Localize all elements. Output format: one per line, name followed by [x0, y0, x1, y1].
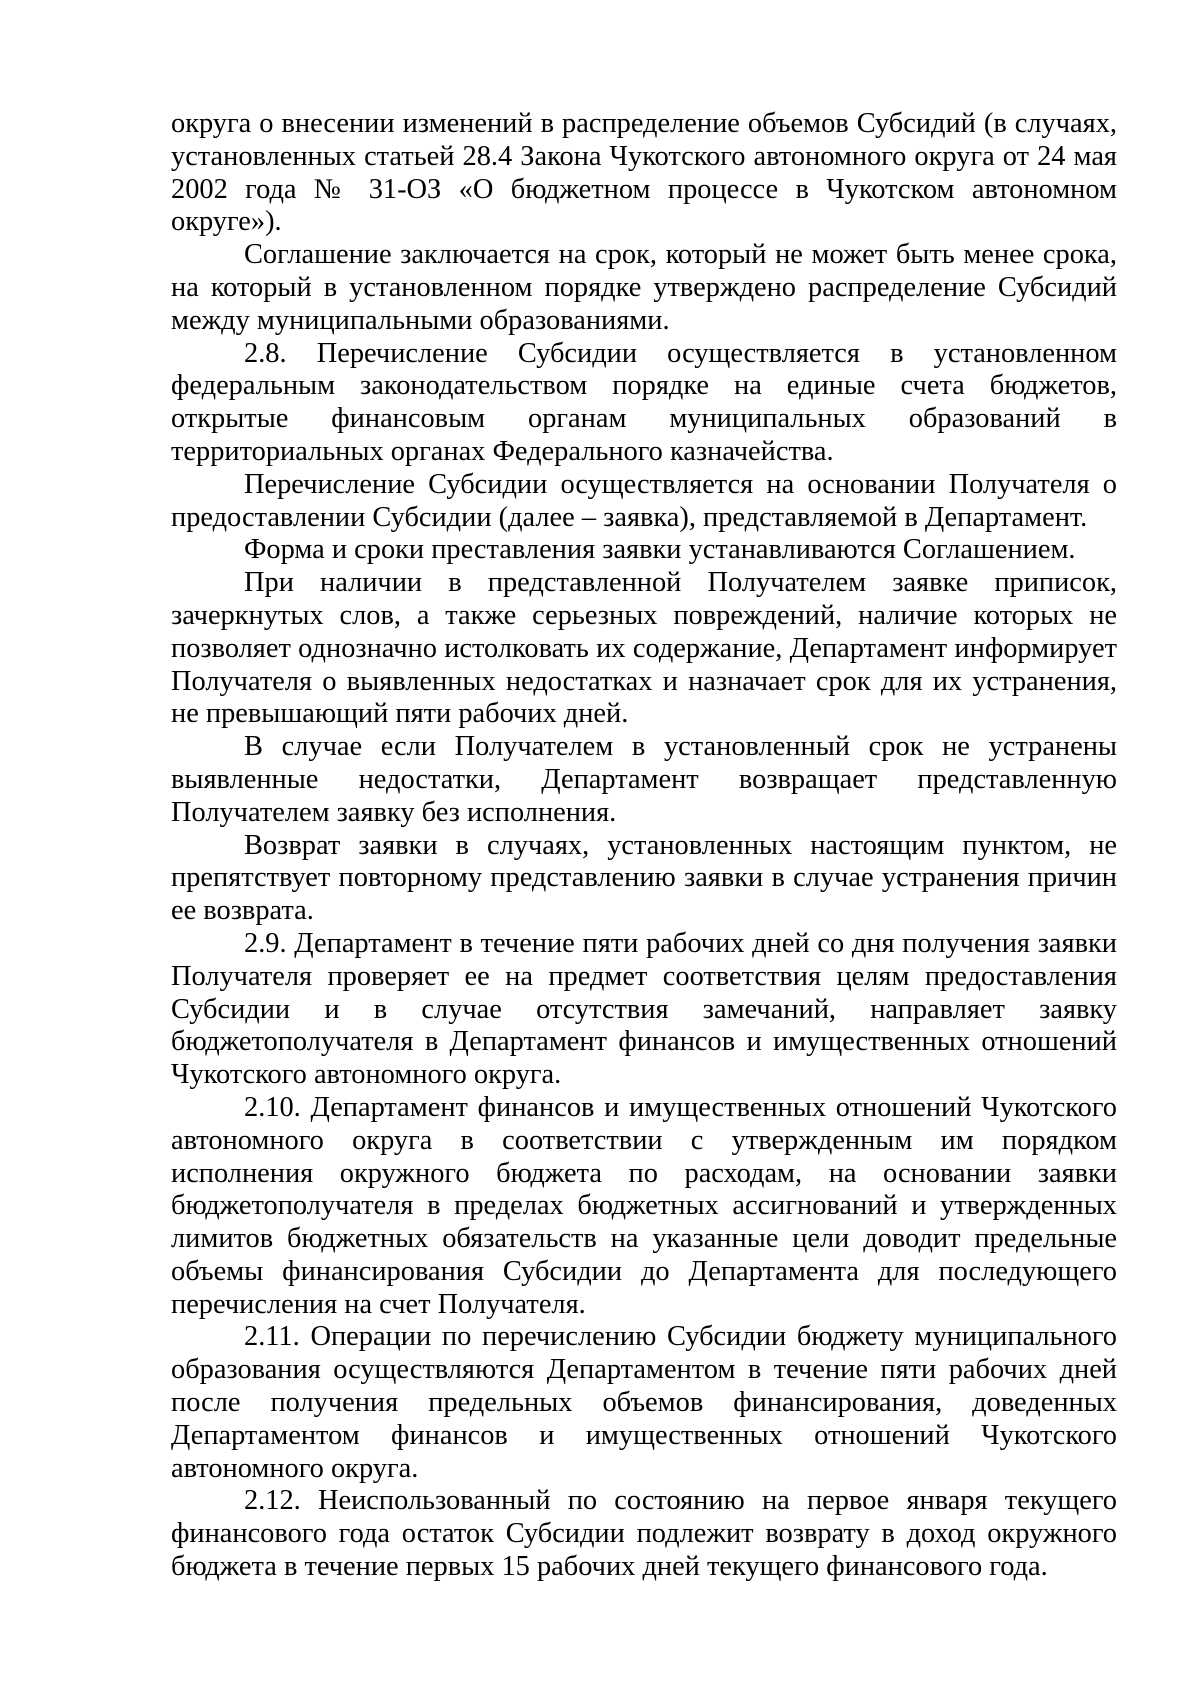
paragraph-2-11: 2.11. Операции по перечислению Субсидии бюджету муниципального образования осуществляются Департаментом в течение пяти рабочих дней после получения предельных объемов финансирования, доведенных Департаментом финансов и имущественных отношений Чукотского автономного округа.	[171, 1321, 1117, 1484]
paragraph-return: В случае если Получателем в установленный срок не устранены выявленные недостатки, Департамент возвращает представленную Получателем заявку без исполнения.	[171, 731, 1117, 828]
paragraph-corrections: При наличии в представленной Получателем заявке приписок, зачеркнутых слов, а также серьезных повреждений, наличие которых не позволяет однозначно истолковать их содержание, Департамент информирует Получателя о выявленных недостатках и назначает срок для их устранения, не превышающий пяти рабочих дней.	[171, 567, 1117, 730]
paragraph-transfer-basis: Перечисление Субсидии осуществляется на основании Получателя о предоставлении Субсидии (далее – заявка), представляемой в Департамент.	[171, 468, 1117, 533]
paragraph-2-10: 2.10. Департамент финансов и имущественных отношений Чукотского автономного округа в соответствии с утвержденным им порядком исполнения окружного бюджета по расходам, на основании заявки бюджетополучателя в пределах бюджетных ассигнований и утвержденных лимитов бюджетных обязательств на указанные цели доводит предельные объемы финансирования Субсидии до Департамента для последующего перечисления на счет Получателя.	[171, 1091, 1117, 1320]
paragraph-agreement-term: Соглашение заключается на срок, который не может быть менее срока, на который в установленном порядке утверждено распределение Субсидий между муниципальными образованиями.	[171, 239, 1117, 336]
document-page	[171, 108, 1117, 1584]
paragraph-resubmit: Возврат заявки в случаях, установленных настоящим пунктом, не препятствует повторному представлению заявки в случае устранения причин ее возврата.	[171, 829, 1117, 927]
paragraph-form-terms: Форма и сроки преставления заявки устанавливаются Соглашением.	[244, 534, 1076, 566]
paragraph-2-12: 2.12. Неиспользованный по состоянию на первое января текущего финансового года остаток Субсидии подлежит возврату в доход окружного бюджета в течение первых 15 рабочих дней текущего финансового года.	[171, 1485, 1117, 1583]
paragraph-2-8: 2.8. Перечисление Субсидии осуществляется в установленном федеральным законодательством порядке на единые счета бюджетов, открытые финансовым органам муниципальных образований в территориальных органах Федерального казначейства.	[171, 337, 1117, 467]
paragraph-2-9: 2.9. Департамент в течение пяти рабочих дней со дня получения заявки Получателя проверяет ее на предмет соответствия целям предоставления Субсидии и в случае отсутствия замечаний, направляет заявку бюджетополучателя в Департамент финансов и имущественных отношений Чукотского автономного округа.	[171, 927, 1117, 1091]
paragraph-continuation: округа о внесении изменений в распределение объемов Субсидий (в случаях, установленных статьей 28.4 Закона Чукотского автономного округа от 24 мая 2002 года № 31-ОЗ «О бюджетном процессе в Чукотском автономном округе»).	[171, 108, 1117, 238]
